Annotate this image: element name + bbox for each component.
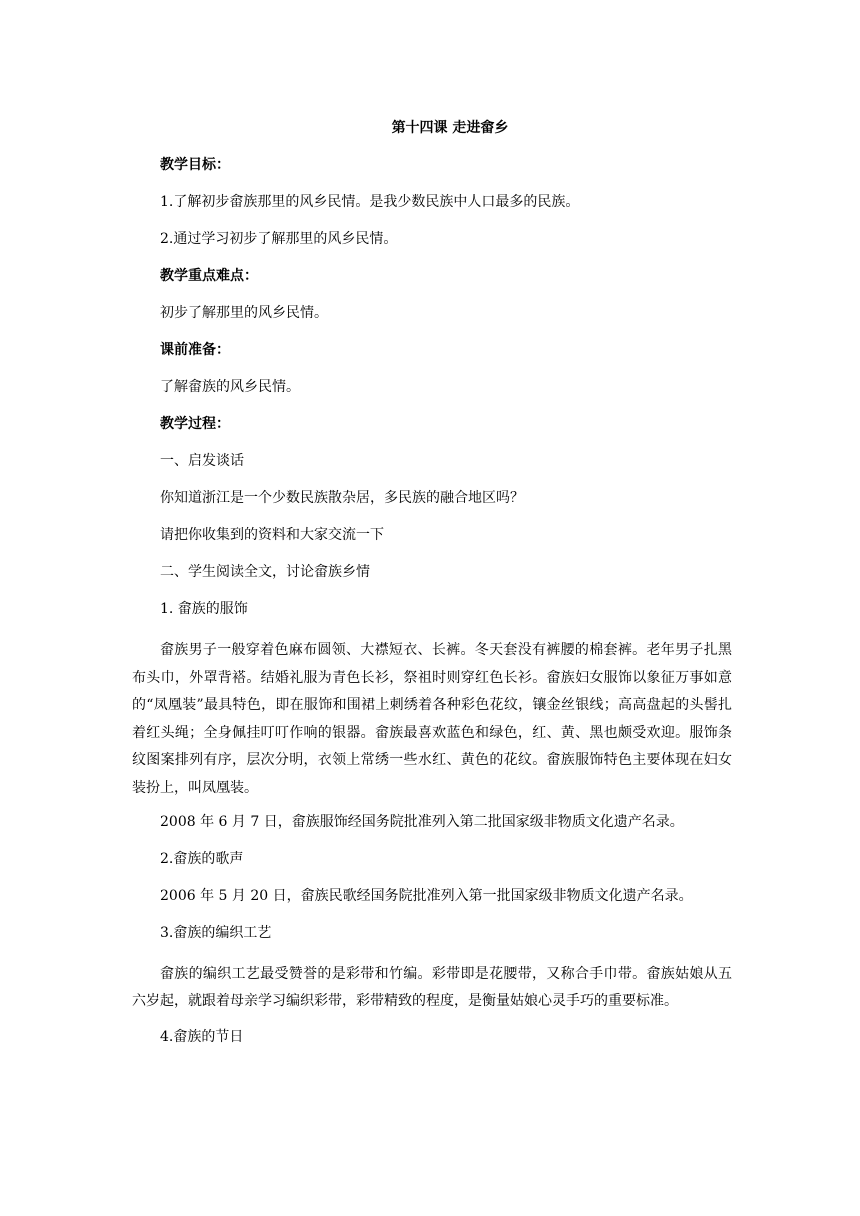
key-points-heading: 教学重点难点： (160, 268, 258, 284)
objective-1: 1.了解初步畲族那里的风乡民情。是我少数民族中人口最多的民族。 (160, 194, 580, 210)
step-1: 一、启发谈话 (160, 453, 244, 469)
question-1: 你知道浙江是一个少数民族散杂居，多民族的融合地区吗？ (160, 490, 524, 506)
section-3-paragraph: 畲族的编织工艺最受赞誉的是彩带和竹编。彩带即是花腰带，又称合手巾带。畲族姑娘从五六岁起，就跟着母亲学习编织彩带，彩带精致的程度，是衡量姑娘心灵手巧的重要标准。 (132, 965, 732, 1010)
section-4-heading: 4.畲族的节日 (160, 1028, 244, 1045)
process-heading: 教学过程： (160, 416, 230, 432)
objectives-heading: 教学目标： (160, 157, 230, 173)
preparation-text: 了解畲族的风乡民情。 (160, 379, 300, 395)
section-2-note: 2006 年 5 月 20 日，畲族民歌经国务院批准列入第一批国家级非物质文化遗产名录。 (160, 887, 693, 904)
section-2-heading: 2.畲族的歌声 (160, 850, 244, 867)
objective-2: 2.通过学习初步了解那里的风乡民情。 (160, 231, 398, 247)
section-3-heading: 3.畲族的编织工艺 (160, 924, 272, 941)
section-1-paragraph: 畲族男子一般穿着色麻布圆领、大襟短衣、长裤。冬天套没有裤腰的棉套裤。老年男子扎黑布头巾，外罩背褡。结婚礼服为青色长衫，祭祖时则穿红色长衫。畲族妇女服饰以象征万事如意的“凤凰装”最具特色，即在服饰和围裙上刺绣着各种彩色花纹，镶金丝银线；高高盘起的头髻扎着红头绳；全身佩挂叮叮作响的银器。畲族最喜欢蓝色和绿色，红、黄、黑也颇受欢迎。服饰条纹图案排列有序，层次分明，衣领上常绣一些水红、黄色的花纹。畲族服饰特色主要体现在妇女装扮上，叫凤凰装。 (132, 642, 732, 796)
preparation-heading: 课前准备： (160, 342, 230, 358)
section-1-heading: 1. 畲族的服饰 (160, 601, 248, 617)
page-title: 第十四课 走进畲乡 (391, 120, 509, 136)
document-content (132, 119, 732, 1065)
question-2: 请把你收集到的资料和大家交流一下 (160, 527, 384, 543)
section-1-note: 2008 年 6 月 7 日，畲族服饰经国务院批准列入第二批国家级非物质文化遗产名录。 (160, 813, 684, 830)
key-points-text: 初步了解那里的风乡民情。 (160, 305, 328, 321)
step-2: 二、学生阅读全文，讨论畲族乡情 (160, 564, 370, 580)
